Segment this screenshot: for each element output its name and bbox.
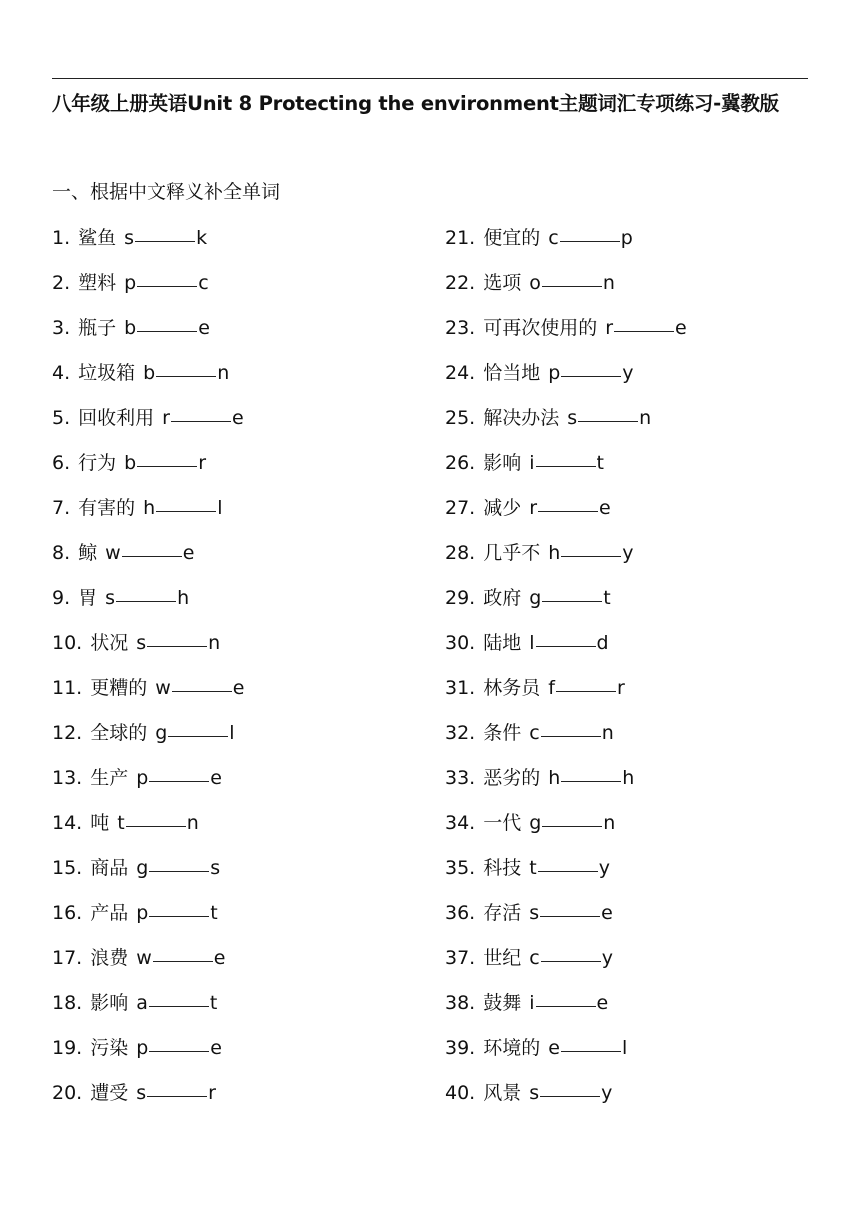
answer-blank[interactable] xyxy=(137,466,197,467)
last-letter: d xyxy=(596,632,609,654)
first-letter: i xyxy=(529,452,535,474)
last-letter: n xyxy=(601,722,614,744)
item-number: 16. xyxy=(52,902,83,924)
first-letter: s xyxy=(136,632,147,654)
document-title: 八年级上册英语Unit 8 Protecting the environment主题词汇专项练习-冀教版 xyxy=(52,92,779,115)
chinese-meaning: 选项 xyxy=(483,272,522,294)
first-letter: i xyxy=(529,992,535,1014)
answer-blank[interactable] xyxy=(538,871,598,872)
item-number: 37. xyxy=(445,947,476,969)
last-letter: n xyxy=(639,407,652,429)
answer-blank[interactable] xyxy=(556,691,616,692)
exercise-item xyxy=(445,493,825,538)
answer-blank[interactable] xyxy=(149,871,209,872)
first-letter: p xyxy=(136,1037,149,1059)
header-rule xyxy=(52,78,808,79)
item-number: 5. xyxy=(52,407,71,429)
first-letter: c xyxy=(529,722,540,744)
answer-blank[interactable] xyxy=(137,286,197,287)
first-letter: w xyxy=(105,542,121,564)
chinese-meaning: 林务员 xyxy=(483,677,541,699)
last-letter: e xyxy=(182,542,195,564)
last-letter: n xyxy=(603,812,616,834)
chinese-meaning: 鼓舞 xyxy=(483,992,522,1014)
last-letter: s xyxy=(210,857,221,879)
answer-blank[interactable] xyxy=(153,961,213,962)
exercise-item xyxy=(445,1078,825,1123)
chinese-meaning: 状况 xyxy=(90,632,129,654)
chinese-meaning: 一代 xyxy=(483,812,522,834)
exercise-item xyxy=(445,763,825,808)
last-letter: r xyxy=(616,677,625,699)
last-letter: y xyxy=(601,1082,613,1104)
first-letter: g xyxy=(136,857,149,879)
exercise-item xyxy=(52,583,432,628)
last-letter: k xyxy=(196,227,208,249)
answer-blank[interactable] xyxy=(538,511,598,512)
chinese-meaning: 影响 xyxy=(90,992,129,1014)
answer-blank[interactable] xyxy=(116,601,176,602)
chinese-meaning: 科技 xyxy=(483,857,522,879)
exercise-item xyxy=(445,358,825,403)
answer-blank[interactable] xyxy=(171,421,231,422)
last-letter: e xyxy=(210,1037,222,1059)
exercise-item xyxy=(445,313,825,358)
exercise-item xyxy=(445,988,825,1033)
exercise-item xyxy=(445,673,825,718)
answer-blank[interactable] xyxy=(542,826,602,827)
first-letter: a xyxy=(136,992,148,1014)
last-letter: l xyxy=(229,722,235,744)
answer-blank[interactable] xyxy=(536,1006,596,1007)
first-letter: s xyxy=(124,227,135,249)
chinese-meaning: 吨 xyxy=(90,812,110,834)
exercise-item xyxy=(52,808,432,853)
first-letter: p xyxy=(548,362,561,384)
answer-blank[interactable] xyxy=(560,241,620,242)
exercise-item xyxy=(52,898,432,943)
first-letter: s xyxy=(567,407,578,429)
answer-blank[interactable] xyxy=(542,601,602,602)
item-number: 1. xyxy=(52,227,71,249)
last-letter: y xyxy=(598,857,610,879)
first-letter: h xyxy=(548,542,561,564)
exercise-item xyxy=(52,853,432,898)
answer-blank[interactable] xyxy=(149,916,209,917)
item-number: 27. xyxy=(445,497,476,519)
answer-blank[interactable] xyxy=(126,826,186,827)
last-letter: e xyxy=(232,677,245,699)
chinese-meaning: 存活 xyxy=(483,902,522,924)
exercise-item xyxy=(445,898,825,943)
item-number: 6. xyxy=(52,452,71,474)
last-letter: e xyxy=(675,317,687,339)
exercise-item xyxy=(52,358,432,403)
chinese-meaning: 商品 xyxy=(90,857,129,879)
item-number: 30. xyxy=(445,632,476,654)
chinese-meaning: 便宜的 xyxy=(483,227,541,249)
last-letter: e xyxy=(210,767,222,789)
answer-blank[interactable] xyxy=(122,556,182,557)
first-letter: w xyxy=(136,947,152,969)
answer-blank[interactable] xyxy=(578,421,638,422)
exercise-item xyxy=(445,628,825,673)
item-number: 21. xyxy=(445,227,476,249)
chinese-meaning: 陆地 xyxy=(483,632,522,654)
first-letter: b xyxy=(124,317,137,339)
last-letter: n xyxy=(217,362,230,384)
first-letter: o xyxy=(529,272,541,294)
item-number: 9. xyxy=(52,587,71,609)
exercise-item xyxy=(52,763,432,808)
chinese-meaning: 垃圾箱 xyxy=(78,362,136,384)
answer-blank[interactable] xyxy=(147,1096,207,1097)
first-letter: s xyxy=(136,1082,147,1104)
exercise-item xyxy=(445,1033,825,1078)
exercise-item xyxy=(52,223,432,268)
last-letter: p xyxy=(620,227,633,249)
last-letter: t xyxy=(603,587,611,609)
answer-blank[interactable] xyxy=(561,376,621,377)
last-letter: y xyxy=(601,947,613,969)
exercise-item xyxy=(52,718,432,763)
chinese-meaning: 回收利用 xyxy=(78,407,155,429)
item-number: 26. xyxy=(445,452,476,474)
answer-blank[interactable] xyxy=(536,646,596,647)
chinese-meaning: 塑料 xyxy=(78,272,117,294)
item-number: 3. xyxy=(52,317,71,339)
chinese-meaning: 产品 xyxy=(90,902,129,924)
first-letter: c xyxy=(529,947,540,969)
chinese-meaning: 遭受 xyxy=(90,1082,129,1104)
last-letter: n xyxy=(186,812,199,834)
exercise-item xyxy=(52,1033,432,1078)
last-letter: e xyxy=(198,317,210,339)
exercise-item xyxy=(52,268,432,313)
first-letter: t xyxy=(117,812,125,834)
item-number: 2. xyxy=(52,272,71,294)
item-number: 36. xyxy=(445,902,476,924)
first-letter: p xyxy=(124,272,137,294)
first-letter: e xyxy=(548,1037,560,1059)
chinese-meaning: 环境的 xyxy=(483,1037,541,1059)
item-number: 22. xyxy=(445,272,476,294)
chinese-meaning: 鲨鱼 xyxy=(78,227,117,249)
item-number: 33. xyxy=(445,767,476,789)
first-letter: h xyxy=(143,497,156,519)
chinese-meaning: 行为 xyxy=(78,452,117,474)
chinese-meaning: 几乎不 xyxy=(483,542,541,564)
item-number: 8. xyxy=(52,542,71,564)
exercise-item xyxy=(52,943,432,988)
item-number: 20. xyxy=(52,1082,83,1104)
exercise-item xyxy=(52,1078,432,1123)
item-number: 24. xyxy=(445,362,476,384)
answer-blank[interactable] xyxy=(147,646,207,647)
answer-blank[interactable] xyxy=(137,331,197,332)
first-letter: t xyxy=(529,857,537,879)
answer-blank[interactable] xyxy=(561,1051,621,1052)
first-letter: f xyxy=(548,677,555,699)
answer-blank[interactable] xyxy=(540,916,600,917)
exercise-item xyxy=(445,943,825,988)
item-number: 38. xyxy=(445,992,476,1014)
answer-blank[interactable] xyxy=(156,511,216,512)
exercise-item xyxy=(445,403,825,448)
last-letter: r xyxy=(208,1082,216,1104)
exercise-item xyxy=(445,853,825,898)
last-letter: c xyxy=(198,272,209,294)
item-number: 35. xyxy=(445,857,476,879)
exercise-item xyxy=(445,808,825,853)
exercise-item xyxy=(445,448,825,493)
chinese-meaning: 生产 xyxy=(90,767,129,789)
first-letter: p xyxy=(136,902,149,924)
first-letter: h xyxy=(548,767,561,789)
first-letter: g xyxy=(529,812,542,834)
item-number: 34. xyxy=(445,812,476,834)
chinese-meaning: 条件 xyxy=(483,722,522,744)
exercise-item xyxy=(52,988,432,1033)
last-letter: t xyxy=(210,902,218,924)
first-letter: w xyxy=(155,677,171,699)
answer-blank[interactable] xyxy=(135,241,195,242)
exercise-item xyxy=(445,538,825,583)
first-letter: r xyxy=(605,317,614,339)
exercise-item xyxy=(445,223,825,268)
answer-blank[interactable] xyxy=(561,556,621,557)
first-letter: s xyxy=(529,1082,540,1104)
last-letter: t xyxy=(209,992,218,1014)
item-number: 32. xyxy=(445,722,476,744)
last-letter: n xyxy=(208,632,221,654)
exercise-item xyxy=(52,538,432,583)
chinese-meaning: 恰当地 xyxy=(483,362,541,384)
chinese-meaning: 可再次使用的 xyxy=(483,317,598,339)
answer-blank[interactable] xyxy=(149,1006,209,1007)
chinese-meaning: 更糟的 xyxy=(90,677,148,699)
item-number: 12. xyxy=(52,722,83,744)
exercise-column-left xyxy=(52,223,432,1123)
chinese-meaning: 全球的 xyxy=(90,722,148,744)
chinese-meaning: 恶劣的 xyxy=(483,767,541,789)
first-letter: r xyxy=(529,497,538,519)
last-letter: l xyxy=(217,497,223,519)
item-number: 19. xyxy=(52,1037,83,1059)
item-number: 18. xyxy=(52,992,83,1014)
exercise-item xyxy=(52,673,432,718)
item-number: 14. xyxy=(52,812,83,834)
item-number: 29. xyxy=(445,587,476,609)
chinese-meaning: 世纪 xyxy=(483,947,522,969)
exercise-item xyxy=(52,628,432,673)
first-letter: r xyxy=(162,407,170,429)
last-letter: e xyxy=(231,407,244,429)
exercise-item xyxy=(445,718,825,763)
last-letter: n xyxy=(602,272,615,294)
answer-blank[interactable] xyxy=(156,376,216,377)
item-number: 28. xyxy=(445,542,476,564)
chinese-meaning: 减少 xyxy=(483,497,522,519)
chinese-meaning: 解决办法 xyxy=(483,407,560,429)
answer-blank[interactable] xyxy=(541,736,601,737)
chinese-meaning: 风景 xyxy=(483,1082,522,1104)
last-letter: e xyxy=(601,902,613,924)
exercise-item xyxy=(52,313,432,358)
exercise-item xyxy=(52,448,432,493)
exercise-item xyxy=(52,403,432,448)
chinese-meaning: 胃 xyxy=(78,587,98,609)
answer-blank[interactable] xyxy=(561,781,621,782)
chinese-meaning: 鲸 xyxy=(78,542,98,564)
last-letter: e xyxy=(596,992,609,1014)
chinese-meaning: 影响 xyxy=(483,452,522,474)
chinese-meaning: 浪费 xyxy=(90,947,129,969)
item-number: 39. xyxy=(445,1037,476,1059)
item-number: 31. xyxy=(445,677,476,699)
last-letter: h xyxy=(177,587,190,609)
answer-blank[interactable] xyxy=(149,1051,209,1052)
chinese-meaning: 污染 xyxy=(90,1037,129,1059)
first-letter: p xyxy=(136,767,149,789)
answer-blank[interactable] xyxy=(149,781,209,782)
first-letter: s xyxy=(529,902,540,924)
first-letter: g xyxy=(155,722,168,744)
last-letter: r xyxy=(198,452,207,474)
answer-blank[interactable] xyxy=(536,466,596,467)
first-letter: b xyxy=(124,452,137,474)
first-letter: g xyxy=(529,587,542,609)
item-number: 25. xyxy=(445,407,476,429)
item-number: 11. xyxy=(52,677,83,699)
last-letter: e xyxy=(213,947,226,969)
exercise-item xyxy=(445,583,825,628)
last-letter: y xyxy=(622,362,634,384)
item-number: 15. xyxy=(52,857,83,879)
answer-blank[interactable] xyxy=(168,736,228,737)
answer-blank[interactable] xyxy=(542,286,602,287)
answer-blank[interactable] xyxy=(540,1096,600,1097)
last-letter: l xyxy=(621,1037,628,1059)
exercise-item xyxy=(445,268,825,313)
item-number: 40. xyxy=(445,1082,476,1104)
last-letter: t xyxy=(596,452,604,474)
first-letter: s xyxy=(105,587,116,609)
last-letter: e xyxy=(599,497,611,519)
first-letter: c xyxy=(548,227,559,249)
last-letter: y xyxy=(622,542,634,564)
chinese-meaning: 瓶子 xyxy=(78,317,117,339)
chinese-meaning: 政府 xyxy=(483,587,522,609)
last-letter: h xyxy=(622,767,635,789)
answer-blank[interactable] xyxy=(172,691,232,692)
item-number: 23. xyxy=(445,317,476,339)
first-letter: l xyxy=(529,632,535,654)
item-number: 13. xyxy=(52,767,83,789)
answer-blank[interactable] xyxy=(541,961,601,962)
section-heading: 一、根据中文释义补全单词 xyxy=(52,181,281,203)
exercise-item xyxy=(52,493,432,538)
first-letter: b xyxy=(143,362,156,384)
item-number: 4. xyxy=(52,362,71,384)
item-number: 10. xyxy=(52,632,83,654)
exercise-column-right xyxy=(445,223,825,1123)
chinese-meaning: 有害的 xyxy=(78,497,136,519)
answer-blank[interactable] xyxy=(614,331,674,332)
item-number: 7. xyxy=(52,497,71,519)
item-number: 17. xyxy=(52,947,83,969)
